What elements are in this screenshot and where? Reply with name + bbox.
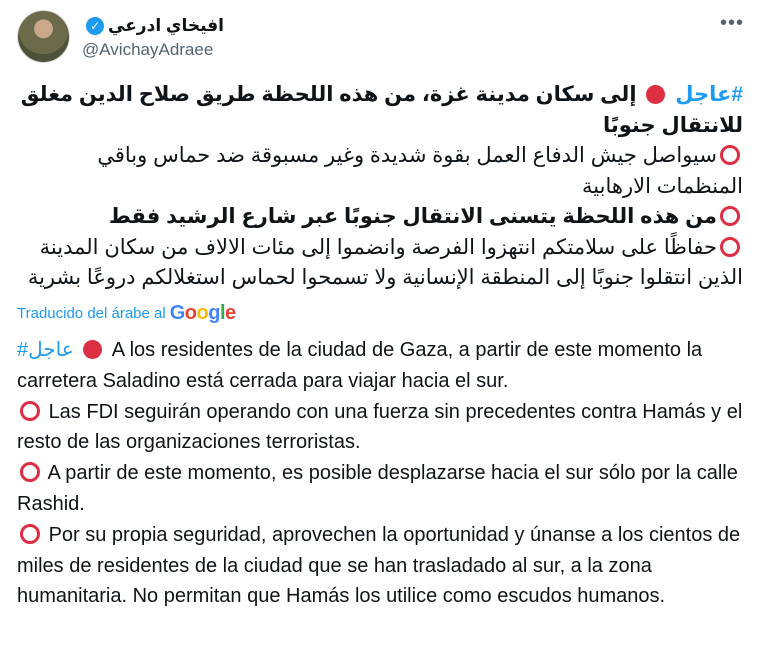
- arabic-p1-text: إلى سكان مدينة غزة، من هذه اللحظة طريق صلاح الدين مغلق للانتقال جنوبًا: [20, 83, 743, 137]
- spanish-p3-text: A partir de este momento, es posible desplazarse hacia el sur sólo por la calle Rashid.: [17, 462, 738, 515]
- arabic-paragraph-3: [17, 202, 743, 233]
- spanish-p4-text: Por su propia seguridad, aprovechen la oportunidad y únanse a los cientos de miles de residentes de la ciudad que se han trasladado al sur, a la zona humanitaria. No permitan que Hamás los utilice como escudos humanos.: [17, 523, 741, 608]
- hollow-red-circle-icon: [20, 401, 40, 421]
- hollow-red-circle-icon: [20, 462, 40, 482]
- arabic-paragraph-2: [17, 141, 743, 202]
- arabic-p4-text: حفاظًا على سلامتكم انتهزوا الفرصة وانضموا إلى مئات الالاف من سكان المدينة الذين انتقلوا جنوبًا إلى المنطقة الإنسانية ولا تسمحوا لحماس استغلالكم دروعًا بشرية: [27, 235, 743, 289]
- red-circle-icon: [646, 85, 665, 104]
- verified-badge-icon: ✓: [86, 17, 104, 35]
- google-logo: Google: [169, 302, 236, 324]
- arabic-p3-text: من هذه اللحظة يتسنى الانتقال جنوبًا عبر شارع الرشيد فقط: [108, 205, 717, 228]
- spanish-p1-text: A los residentes de la ciudad de Gaza, a partir de este momento la carretera Saladino está cerrada para viajar hacia el sur.: [17, 339, 703, 392]
- arabic-paragraph-1: [17, 80, 743, 141]
- arabic-text: [17, 80, 743, 294]
- spanish-paragraph-3: [17, 458, 743, 520]
- hollow-red-circle-icon: [720, 237, 740, 257]
- author-name-text: افيخاي ادرعي: [108, 16, 224, 35]
- spanish-paragraph-1: [17, 335, 743, 397]
- spanish-translation: [17, 335, 743, 612]
- spanish-paragraph-2: [17, 397, 743, 459]
- avatar[interactable]: [17, 10, 70, 63]
- translation-attribution[interactable]: [17, 302, 236, 325]
- hashtag-link[interactable]: #عاجل: [675, 83, 743, 106]
- red-circle-icon: [83, 340, 102, 359]
- more-options-button[interactable]: •••: [719, 12, 744, 34]
- tweet-header: [17, 10, 760, 65]
- arabic-paragraph-4: [17, 233, 743, 294]
- hollow-red-circle-icon: [720, 145, 740, 165]
- hollow-red-circle-icon: [20, 524, 40, 544]
- hashtag-link[interactable]: #عاجل: [17, 339, 74, 361]
- hollow-red-circle-icon: [720, 206, 740, 226]
- spanish-paragraph-4: [17, 520, 743, 612]
- author-name[interactable]: [82, 16, 224, 36]
- arabic-p2-text: سيواصل جيش الدفاع العمل بقوة شديدة وغير مسبوقة ضد حماس وباقي المنظمات الارهابية: [97, 144, 743, 198]
- author-handle[interactable]: @AvichayAdraee: [82, 40, 214, 59]
- spanish-p2-text: Las FDI seguirán operando con una fuerza sin precedentes contra Hamás y el resto de las organizaciones terroristas.: [17, 400, 743, 454]
- translation-label: Traducido del árabe al: [17, 305, 166, 322]
